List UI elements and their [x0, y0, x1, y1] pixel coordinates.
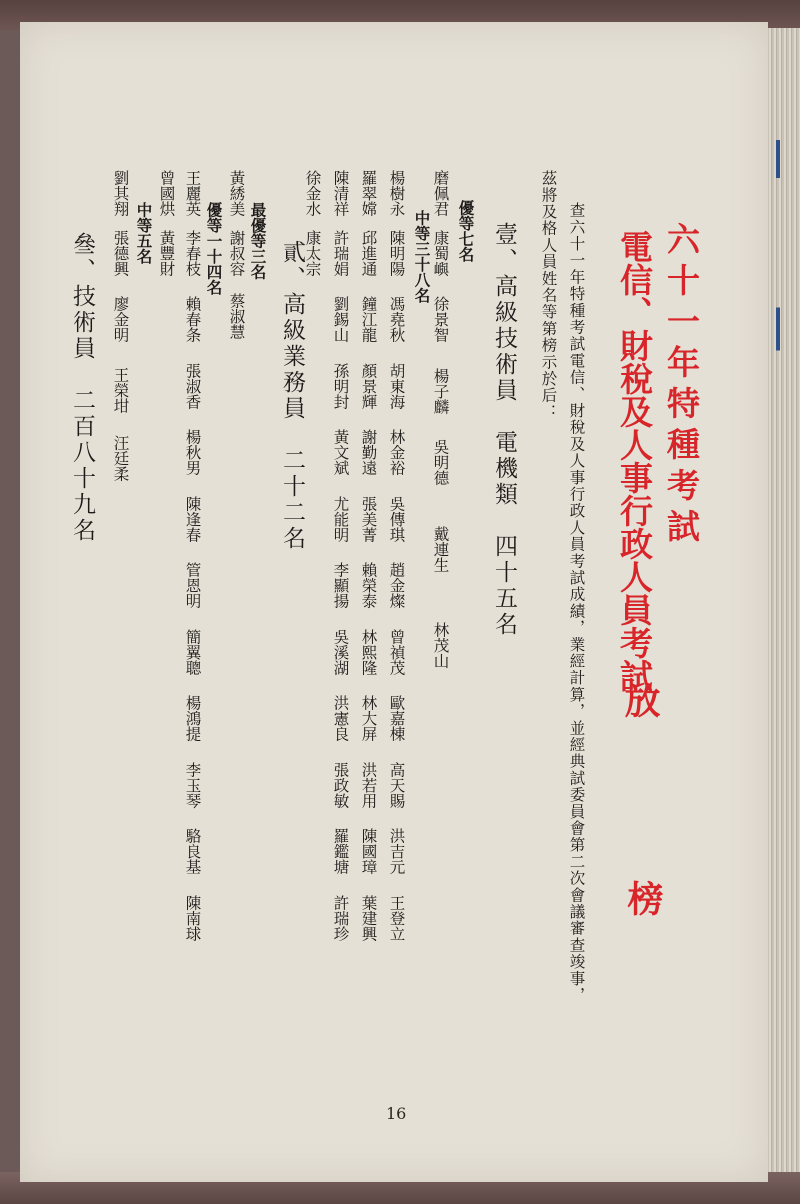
name: 賴春条 [183, 296, 202, 343]
name: 張淑香 [183, 362, 202, 409]
name: 林茂山 [431, 622, 450, 669]
name: 陳南球 [183, 894, 202, 941]
name: 洪若用 [359, 761, 378, 808]
name: 廖金明 [111, 296, 130, 343]
name: 張德興 [111, 229, 130, 276]
section-1-grade-b-col-3 [332, 170, 348, 941]
section-2-grade-a-col-2 [158, 170, 174, 276]
intro-line-2: 茲將及格人員姓名等第榜示於后： [539, 170, 558, 421]
name: 王榮坩 [111, 366, 130, 413]
section-2-grade-a-label: 優等一十四名 [204, 202, 224, 295]
title-line-2: 電信、財稅及人事行政人員考試 [615, 230, 654, 692]
name: 李春枝 [183, 229, 202, 276]
section-1-grade-b-col-4 [304, 170, 320, 276]
name: 賴榮泰 [359, 562, 378, 609]
name: 楊秋男 [183, 429, 202, 476]
name: 簡翼聰 [183, 628, 202, 675]
name: 陳國璋 [359, 828, 378, 875]
section-1-grade-a-names [432, 170, 448, 669]
name: 康蜀嶼 [431, 229, 450, 276]
name: 葉建興 [359, 894, 378, 941]
section-2-grade-a-col-1 [184, 170, 200, 941]
section-2-grade-b-label: 中等五名 [134, 202, 154, 264]
name: 曾禎茂 [387, 628, 406, 675]
section-2-heading: 貳、高級業務員 二十二名 [279, 240, 305, 552]
name: 王麗英 [183, 170, 202, 217]
name: 洪憲良 [331, 695, 350, 742]
name: 李玉琴 [183, 761, 202, 808]
title-bang-2: 榜 [622, 880, 664, 916]
name: 劉其翔 [111, 170, 130, 217]
name: 李顯揚 [331, 562, 350, 609]
name: 徐金水 [303, 170, 322, 217]
section-3-heading: 叄、技術員 二百八十九名 [69, 232, 95, 544]
name: 楊樹永 [387, 170, 406, 217]
section-1-grade-b-label: 中等三十八名 [412, 210, 432, 303]
name: 吳傳琪 [387, 495, 406, 542]
name: 王登立 [387, 894, 406, 941]
section-2-grade-top-label: 最優等三名 [248, 202, 268, 280]
name: 許瑞珍 [331, 894, 350, 941]
name: 劉錫山 [331, 296, 350, 343]
page-number: 16 [386, 1104, 407, 1123]
name: 尤能明 [331, 495, 350, 542]
name: 顏景輝 [359, 362, 378, 409]
title-line-1: 六十一年特種考試 [662, 222, 701, 550]
section-1-grade-a-label: 優等七名 [456, 200, 476, 262]
name: 許瑞娟 [331, 229, 350, 276]
name: 吳溪湖 [331, 628, 350, 675]
section-2-grade-b-names [112, 170, 128, 482]
name: 陳明陽 [387, 229, 406, 276]
name: 陳清祥 [331, 170, 350, 217]
name: 管恩明 [183, 562, 202, 609]
section-1-grade-b-col-2 [360, 170, 376, 941]
name: 高天賜 [387, 761, 406, 808]
name: 戴連生 [431, 525, 450, 572]
name: 林金裕 [387, 429, 406, 476]
section-2-grade-top-names [228, 170, 244, 340]
name: 康太宗 [303, 229, 322, 276]
name: 徐景智 [431, 296, 450, 343]
name: 鐘江龍 [359, 296, 378, 343]
name: 羅鑑塘 [331, 828, 350, 875]
tab-markers [776, 140, 780, 410]
name: 孫明封 [331, 362, 350, 409]
name: 林大屏 [359, 695, 378, 742]
section-1-grade-b-col-1 [388, 170, 404, 941]
section-1-heading: 壹、高級技術員 電機類 四十五名 [491, 222, 517, 638]
name: 張美菁 [359, 495, 378, 542]
name: 磨佩君 [431, 170, 450, 217]
name: 曾國烘 [157, 170, 176, 217]
intro-line-1: 查六十一年特種考試電信、財稅及人事行政人員考試成績，業經計算，並經典試委員會第二次會議審查竣事， [567, 202, 586, 1004]
name: 黃綉美 [227, 170, 246, 217]
name: 黃豐財 [157, 229, 176, 276]
name: 羅翠嫦 [359, 170, 378, 217]
name: 謝叔容 [227, 229, 246, 276]
document-page [20, 22, 768, 1182]
name: 駱良基 [183, 828, 202, 875]
name: 吳明德 [431, 439, 450, 486]
name: 洪吉元 [387, 828, 406, 875]
title-bang-1: 放 [619, 682, 661, 718]
name: 趙金燦 [387, 562, 406, 609]
name: 馮堯秋 [387, 296, 406, 343]
name: 蔡淑慧 [227, 293, 246, 340]
name: 林熙隆 [359, 628, 378, 675]
name: 黃文斌 [331, 429, 350, 476]
name: 楊鴻提 [183, 695, 202, 742]
name: 歐嘉棟 [387, 695, 406, 742]
name: 張政敏 [331, 761, 350, 808]
name: 汪廷柔 [111, 435, 130, 482]
name: 楊子麟 [431, 367, 450, 414]
name: 邱進通 [359, 229, 378, 276]
name: 胡東海 [387, 362, 406, 409]
name: 謝勤遠 [359, 429, 378, 476]
name: 陳逢春 [183, 495, 202, 542]
